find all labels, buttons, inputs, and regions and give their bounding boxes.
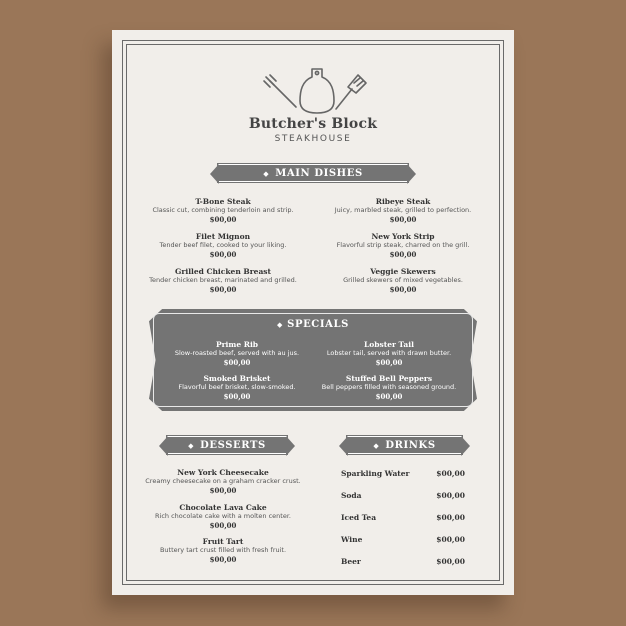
specials-heading: ◆ SPECIALS: [277, 319, 349, 330]
main-dishes-heading: MAIN DISHES: [275, 167, 363, 179]
desserts-heading: DESSERTS: [200, 439, 266, 451]
diamond-icon: ◆: [277, 320, 284, 329]
drink-row: Iced Tea $00,00: [341, 513, 465, 522]
dessert-item: Fruit Tart Buttery tart crust filled with fresh fruit. $00,00: [159, 537, 287, 564]
drink-row: Soda $00,00: [341, 491, 465, 500]
special-item: Prime Rib Slow-roasted beef, served with au jus. $00,00: [174, 340, 300, 367]
special-item: Smoked Brisket Flavorful beef brisket, slow-smoked. $00,00: [178, 374, 296, 401]
drinks-heading: DRINKS: [385, 439, 436, 451]
menu-item: New York Strip Flavorful strip steak, charred on the grill. $00,00: [336, 232, 470, 259]
brand-tagline: STEAKHOUSE: [274, 134, 352, 144]
special-item: Lobster Tail Lobster tail, served with drawn butter. $00,00: [326, 340, 452, 367]
menu-item: Grilled Chicken Breast Tender chicken breast, marinated and grilled. $00,00: [149, 267, 297, 294]
special-item: Stuffed Bell Peppers Bell peppers filled with seasoned ground. $00,00: [321, 374, 457, 401]
menu-item: Filet Mignon Tender beef filet, cooked to your liking. $00,00: [159, 232, 287, 259]
cutting-board-fork-spatula-icon: [262, 63, 372, 115]
main-dishes-banner: [218, 164, 408, 182]
dessert-item: New York Cheesecake Creamy cheesecake on a graham cracker crust. $00,00: [145, 468, 301, 495]
menu-item: Ribeye Steak Juicy, marbled steak, grilled to perfection. $00,00: [334, 197, 472, 224]
dessert-item: Chocolate Lava Cake Rich chocolate cake with a molten center. $00,00: [155, 503, 291, 530]
drink-row: Beer $00,00: [341, 557, 465, 566]
diamond-icon: ◆: [263, 168, 270, 178]
brand-name: Butcher's Block: [248, 116, 378, 132]
diamond-icon: ◆: [373, 440, 380, 450]
menu-item: T-Bone Steak Classic cut, combining tenderloin and strip. $00,00: [152, 197, 294, 224]
diamond-icon: ◆: [188, 440, 195, 450]
desserts-banner: [167, 436, 287, 454]
drinks-banner: [347, 436, 462, 454]
drink-row: Wine $00,00: [341, 535, 465, 544]
menu-card: [112, 30, 514, 595]
drink-row: Sparkling Water $00,00: [341, 469, 465, 478]
menu-item: Veggie Skewers Grilled skewers of mixed vegetables. $00,00: [343, 267, 463, 294]
